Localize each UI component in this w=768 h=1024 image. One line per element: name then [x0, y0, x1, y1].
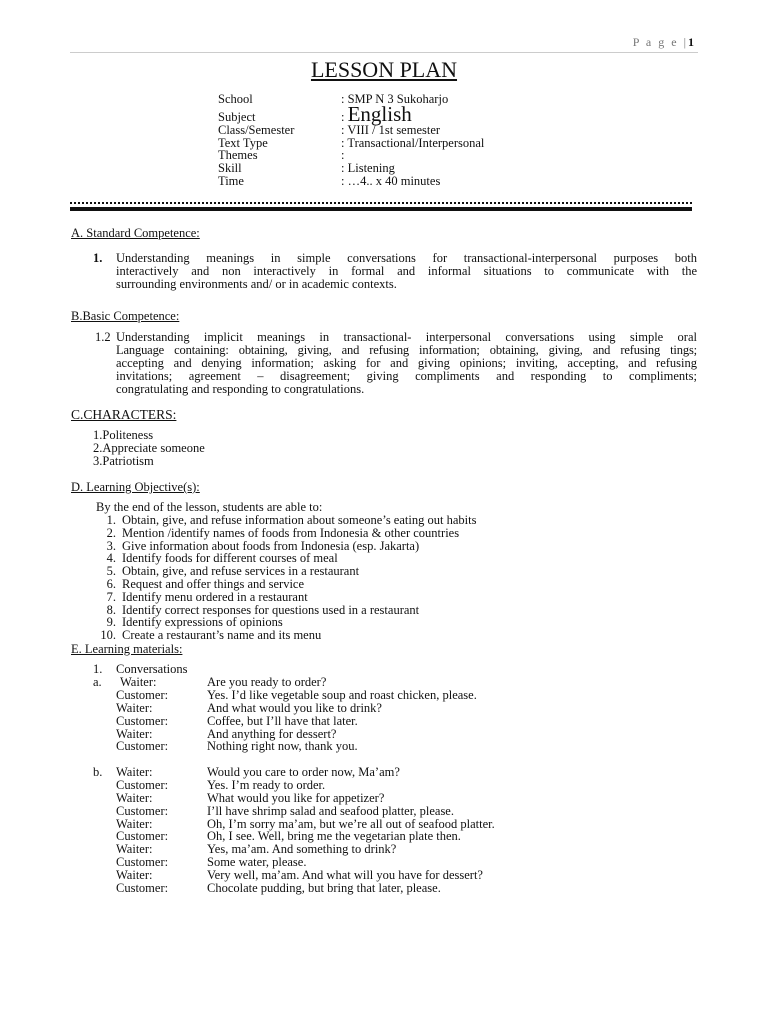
section-c-heading: C.CHARACTERS: [71, 407, 177, 422]
dialog-mark [93, 856, 116, 869]
section-b-number: 1.2 [95, 330, 111, 344]
dialog-speaker: Customer: [116, 803, 169, 818]
materials-item-row [93, 663, 188, 676]
paragraph-line: surrounding environments and/ or in academic contexts. [116, 277, 397, 291]
lesson-info [218, 93, 484, 188]
item-text: Identify expressions of opinions [122, 615, 283, 630]
dialog-line [93, 689, 477, 702]
item-text: Request and offer things and service [122, 576, 305, 591]
dialog-mark: a. [93, 675, 102, 689]
dialog-line [93, 882, 495, 895]
dialog-mark [93, 715, 116, 728]
page-number [633, 36, 696, 49]
dialog-mark [93, 740, 116, 753]
info-row-time [218, 175, 484, 188]
paragraph-line: Understanding meanings in simple conversations for transactional-interpersonal purposes both [116, 251, 697, 265]
item-number: 1. [93, 662, 103, 676]
info-value: : Listening [341, 161, 395, 176]
info-value-prefix: : [341, 109, 348, 124]
paragraph-line: interactively and non interactively in formal and informal situations to communicate with the [116, 264, 697, 278]
dialog-mark [93, 702, 116, 715]
section-d-heading: D. Learning Objective(s): [71, 480, 200, 494]
item-text: Create a restaurant’s name and its menu [122, 628, 322, 643]
dialog-mark [93, 830, 116, 843]
item-number: 7. [106, 589, 116, 604]
info-key: Skill [218, 161, 242, 176]
header-divider [70, 52, 698, 53]
info-key: Text Type [218, 135, 268, 150]
thick-rule [70, 207, 692, 211]
item-number: 2. [106, 525, 116, 540]
page-number-value: 1 [688, 35, 696, 49]
list-item: 3.Patriotism [93, 454, 154, 468]
item-number: 5. [106, 564, 116, 579]
dialog-speaker: Waiter: [116, 726, 153, 741]
section-e-heading: E. Learning materials: [71, 642, 183, 656]
info-key: Subject [218, 109, 256, 124]
item-text: Mention /identify names of foods from Indonesia & other countries [122, 525, 460, 540]
list-item [93, 629, 476, 642]
dialog-mark [93, 805, 116, 818]
dialog-line [93, 740, 477, 753]
list-item [93, 527, 476, 540]
dialog-speaker: Customer: [116, 855, 169, 870]
dialog-speaker: Waiter: [116, 816, 153, 831]
item-number: 6. [106, 576, 116, 591]
dialog-text: Nothing right now, thank you. [207, 739, 358, 754]
info-value-subject: English [347, 101, 412, 126]
item-number: 1. [106, 513, 116, 527]
dialog-text: Yes, ma’am. And something to drink? [207, 842, 397, 857]
item-text: Identify foods for different courses of meal [122, 551, 338, 566]
list-item: 1.Politeness [93, 428, 154, 442]
info-key: Themes [218, 148, 258, 163]
dialog-speaker: Waiter: [116, 868, 153, 883]
dialog-speaker: Customer: [116, 829, 169, 844]
dialog-speaker: Customer: [116, 739, 169, 754]
objectives-list [93, 514, 476, 642]
dialog-text: Oh, I’m sorry ma’am, but we’re all out of seafood platter. [207, 816, 495, 831]
info-value: : VIII / 1st semester [341, 122, 441, 137]
dialog-mark [93, 818, 116, 831]
dialog-line [93, 792, 495, 805]
paragraph-line: invitations; agreement – disagreement; giving compliments and responding to compliments; [116, 369, 697, 383]
info-key: Time [218, 173, 244, 188]
dialog-speaker: Waiter: [116, 700, 153, 715]
item-text: Obtain, give, and refuse information about someone’s eating out habits [122, 513, 477, 527]
paragraph-line: accepting and denying information; asking for and giving opinions; inviting, accepting, and refusing [116, 356, 697, 370]
materials-item [93, 663, 188, 676]
header-separator [70, 202, 692, 211]
section-b-heading: B.Basic Competence: [71, 309, 180, 323]
dialog-mark [93, 843, 116, 856]
info-row-class [218, 124, 484, 137]
dialog-text: Yes. I’d like vegetable soup and roast chicken, please. [207, 687, 477, 702]
list-item [93, 578, 476, 591]
dialog-text: Are you ready to order? [207, 675, 327, 689]
item-number: 4. [106, 551, 116, 566]
info-value: : SMP N 3 Sukoharjo [341, 92, 449, 106]
section-a-text [116, 252, 697, 291]
dialog-text: And what would you like to drink? [207, 700, 382, 715]
dialog-speaker: Customer: [116, 687, 169, 702]
item-number: 9. [106, 615, 116, 630]
info-value: : [341, 148, 345, 163]
dialog-line [93, 779, 495, 792]
list-item: 2.Appreciate someone [93, 441, 205, 455]
dialog-text: What would you like for appetizer? [207, 790, 385, 805]
dialog-speaker: Waiter: [120, 675, 157, 689]
item-number: 8. [106, 602, 116, 617]
paragraph-line: Understanding implicit meanings in transactional- interpersonal conversations using simple oral [116, 330, 697, 344]
paragraph-line: congratulating and responding to congratulations. [116, 382, 365, 396]
dialog-line [93, 676, 477, 689]
page-label: P a g e | [632, 35, 688, 49]
info-row-subject [218, 101, 484, 126]
dialog-mark [93, 689, 116, 702]
dialog-line [93, 715, 477, 728]
dialog-text: Some water, please. [207, 855, 307, 870]
item-text: Identify menu ordered in a restaurant [122, 589, 308, 604]
item-text: Give information about foods from Indonesia (esp. Jakarta) [122, 538, 420, 553]
info-value: : …4.. x 40 minutes [341, 173, 441, 188]
info-value: : Transactional/Interpersonal [341, 135, 485, 150]
item-text: Obtain, give, and refuse services in a restaurant [122, 564, 360, 579]
section-b-text [116, 331, 697, 396]
dialog-text: Coffee, but I’ll have that later. [207, 713, 358, 728]
item-label: Conversations [116, 662, 188, 676]
dialog-text: Yes. I’m ready to order. [207, 777, 326, 792]
dialog-line [93, 766, 495, 779]
dialog-mark: b. [93, 765, 103, 779]
section-a-heading: A. Standard Competence: [71, 226, 200, 240]
dialog-speaker: Waiter: [116, 765, 153, 779]
dialog-speaker: Waiter: [116, 842, 153, 857]
info-key: Class/Semester [218, 122, 295, 137]
dialog-text: Would you care to order now, Ma’am? [207, 765, 400, 779]
dialog-mark [93, 792, 116, 805]
item-text: Identify correct responses for questions used in a restaurant [122, 602, 420, 617]
dialog-speaker: Customer: [116, 713, 169, 728]
dialog-mark [93, 882, 116, 895]
dialog-mark [93, 869, 116, 882]
dialog-mark [93, 728, 116, 741]
characters-list [93, 429, 205, 468]
item-number: 10. [100, 628, 116, 643]
dialog-text: I’ll have shrimp salad and seafood platter, please. [207, 803, 454, 818]
dialog-speaker: Customer: [116, 881, 169, 896]
dialog-speaker: Waiter: [116, 790, 153, 805]
dialog-b [93, 766, 495, 895]
item-number: 3. [106, 538, 116, 553]
dialog-line [93, 805, 495, 818]
section-d-intro: By the end of the lesson, students are able to: [96, 500, 323, 514]
paragraph-line: Language containing: obtaining, giving, and refusing information; obtaining, giving, and refusing tings; [116, 343, 697, 357]
dialog-text: Oh, I see. Well, bring me the vegetarian plate then. [207, 829, 461, 844]
dialog-mark [93, 779, 116, 792]
dialog-text: Very well, ma’am. And what will you have for dessert? [207, 868, 483, 883]
dialog-a [93, 676, 477, 753]
dialog-text: And anything for dessert? [207, 726, 337, 741]
section-a-number: 1. [93, 251, 103, 265]
dialog-speaker: Customer: [116, 777, 169, 792]
list-item [93, 591, 476, 604]
info-key: School [218, 92, 253, 106]
list-item [93, 514, 476, 527]
dialog-text: Chocolate pudding, but bring that later, please. [207, 881, 441, 896]
dotted-rule [70, 202, 692, 204]
dialog-line [93, 702, 477, 715]
document-title: LESSON PLAN [310, 57, 458, 82]
